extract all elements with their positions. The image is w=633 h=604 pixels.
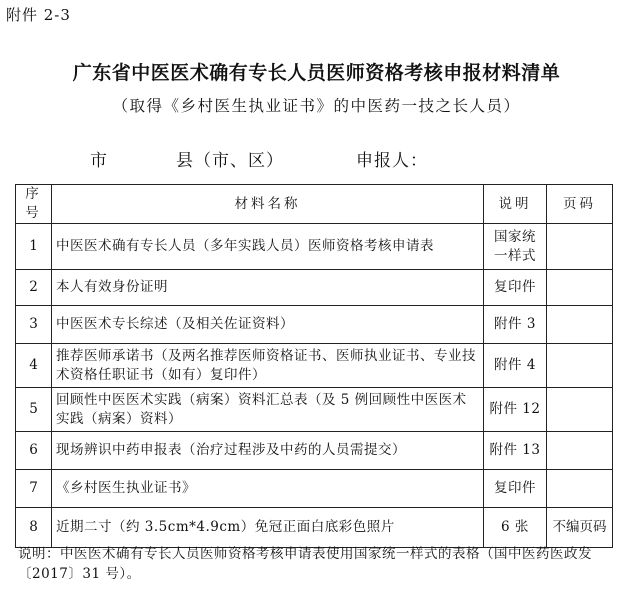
row-no: 2	[16, 270, 52, 306]
attachment-label: 附件 2-3	[6, 6, 71, 24]
table-row	[16, 344, 613, 388]
row-page: 不编页码	[547, 508, 613, 548]
row-no: 5	[16, 388, 52, 432]
table-row	[16, 270, 613, 306]
materials-table	[15, 184, 613, 548]
row-note: 6 张	[484, 508, 547, 548]
row-note: 附件 13	[484, 432, 547, 470]
row-no: 4	[16, 344, 52, 388]
row-name: 本人有效身份证明	[52, 270, 484, 306]
county-label: 县（市、区）	[176, 151, 284, 171]
row-name: 推荐医师承诺书（及两名推荐医师资格证书、医师执业证书、专业技术资格任职证书（如有）复印件）	[52, 344, 484, 388]
row-page	[547, 388, 613, 432]
applicant-label: 申报人：	[356, 151, 428, 171]
header-note: 说明	[484, 185, 547, 224]
row-page	[547, 270, 613, 306]
row-name: 中医医术确有专长人员（多年实践人员）医师资格考核申请表	[52, 224, 484, 270]
header-name: 材料名称	[52, 185, 484, 224]
document-title: 广东省中医医术确有专长人员医师资格考核申报材料清单	[72, 62, 561, 84]
row-no: 3	[16, 306, 52, 344]
row-note: 复印件	[484, 470, 547, 508]
row-name: 现场辨识中药申报表（治疗过程涉及中药的人员需提交）	[52, 432, 484, 470]
header-page: 页码	[547, 185, 613, 224]
city-label: 市	[90, 151, 108, 171]
row-name: 中医医术专长综述（及相关佐证资料）	[52, 306, 484, 344]
table-row	[16, 224, 613, 270]
row-name: 《乡村医生执业证书》	[52, 470, 484, 508]
row-page	[547, 470, 613, 508]
table-row	[16, 470, 613, 508]
row-no: 6	[16, 432, 52, 470]
row-page	[547, 224, 613, 270]
row-note: 附件 4	[484, 344, 547, 388]
row-note: 附件 12	[484, 388, 547, 432]
table-row	[16, 388, 613, 432]
row-page	[547, 432, 613, 470]
row-page	[547, 306, 613, 344]
row-name: 回顾性中医医术实践（病案）资料汇总表（及 5 例回顾性中医医术实践（病案）资料）	[52, 388, 484, 432]
document-subtitle: （取得《乡村医生执业证书》的中医药一技之长人员）	[112, 97, 521, 115]
row-note: 复印件	[484, 270, 547, 306]
table-row	[16, 508, 613, 548]
table-row	[16, 306, 613, 344]
row-name: 近期二寸（约 3.5cm*4.9cm）免冠正面白底彩色照片	[52, 508, 484, 548]
row-page	[547, 344, 613, 388]
footnote: 说明：中医医术确有专长人员医师资格考核申请表使用国家统一样式的表格（国中医药医政发〔2017〕31 号）。	[18, 546, 592, 582]
row-no: 7	[16, 470, 52, 508]
row-no: 1	[16, 224, 52, 270]
header-no: 序号	[16, 185, 52, 224]
table-row	[16, 432, 613, 470]
table-header-row	[16, 185, 613, 224]
row-no: 8	[16, 508, 52, 548]
row-note: 附件 3	[484, 306, 547, 344]
row-note: 国家统一样式	[484, 224, 547, 270]
